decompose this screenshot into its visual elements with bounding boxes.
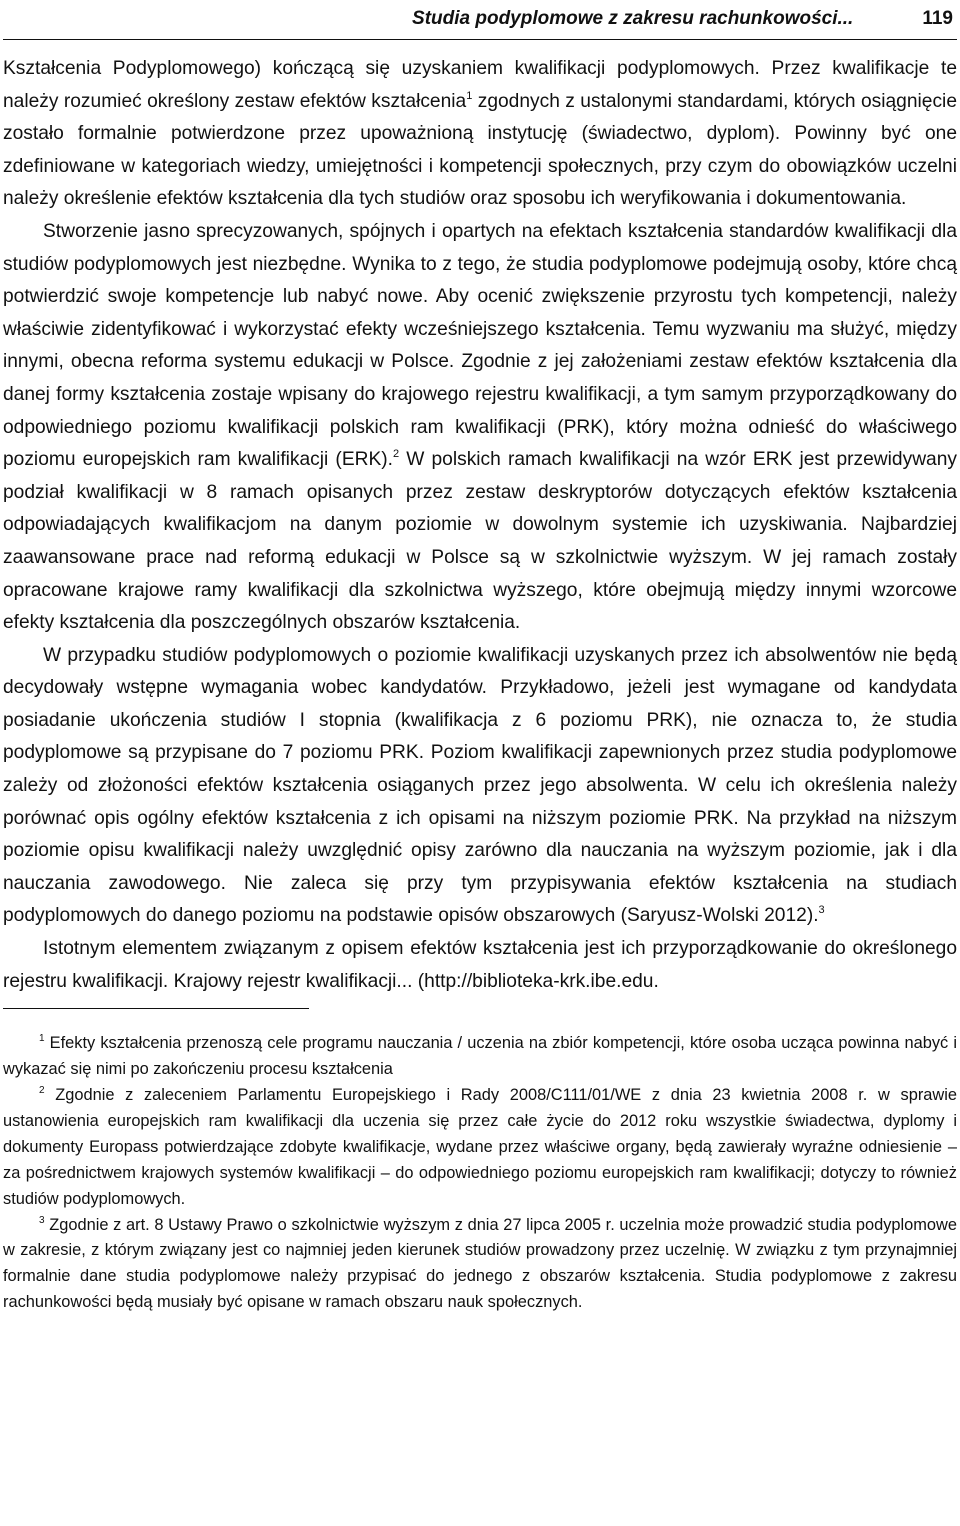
footnote-3-text: Zgodnie z art. 8 Ustawy Prawo o szkolnictwie wyższym z dnia 27 lipca 2005 r. uczelnia może prowadzić studia podyplomowe w zakresie, z którym związany jest co najmniej jeden kierunek studiów prowadzony przez uczelnię. W związku z tym przynajmniej formalnie dane studia podyplomowe należy przypisać do jednego z obszarów kształcenia. Studia podyplomowe z zakresu rachunkowości będą musiały być opisane w ramach obszaru nauk społecznych. bbox=[3, 1215, 957, 1312]
paragraph-4 bbox=[3, 933, 957, 998]
paragraph-1-text-a: Kształcenia Podyplomowego) kończącą się uzyskaniem kwalifikacji podyplomowych. Przez kwalifikacje te należy rozumieć określony zestaw efektów kształcenia bbox=[3, 58, 957, 112]
paragraph-1-text-b: zgodnych z ustalonymi standardami, których osiągnięcie zostało formalnie potwierdzone przez upoważnioną instytucję (świadectwo, dyplom). Powinny być one zdefiniowane w kategoriach wiedzy, umiejętności i kompetencji społecznych, przy czym do obowiązków uczelni należy określenie efektów kształcenia dla tych studiów oraz sposobu ich weryfikowania i dokumentowania. bbox=[3, 90, 957, 210]
footnote-ref-3[interactable]: 3 bbox=[818, 904, 825, 917]
footnote-ref-1[interactable]: 1 bbox=[466, 89, 473, 102]
footnote-2-mark: 2 bbox=[39, 1085, 45, 1097]
footnote-divider bbox=[3, 1008, 309, 1009]
footnote-ref-2[interactable]: 2 bbox=[393, 448, 400, 461]
paragraph-2-text-a: Stworzenie jasno sprecyzowanych, spójnych i opartych na efektach kształcenia standardów kwalifikacji dla studiów podyplomowych jest niezbędne. Wynika to z tego, że studia podyplomowe podejmują osoby, które chcą potwierdzić swoje kompetencje lub nabyć nowe. Aby ocenić zwiększenie przyrostu tych kompetencji, należy właściwie zidentyfikować i wykorzystać efekty wcześniejszego kształcenia. Temu wyzwaniu ma służyć, między innymi, obecna reforma systemu edukacji w Polsce. Zgodnie z jej założeniami zestaw efektów kształcenia dla danej formy kształcenia zostaje wpisany do krajowego rejestru kwalifikacji, a tym samym przyporządkowany do odpowiedniego poziomu kwalifikacji polskich ram kwalifikacji (PRK), który można odnieść do właściwego poziomu europejskich ram kwalifikacji (ERK). bbox=[3, 220, 957, 471]
footnote-1-text: Efekty kształcenia przenoszą cele programu nauczania / uczenia na zbiór kompetencji, które osoba ucząca powinna nabyć i wykazać się nimi po zakończeniu procesu kształcenia bbox=[3, 1034, 957, 1079]
footnote-2 bbox=[3, 1083, 957, 1213]
paragraph-3 bbox=[3, 640, 957, 933]
paragraph-2-text-b: W polskich ramach kwalifikacji na wzór ERK jest przewidywany podział kwalifikacji w 8 ramach opisanych przez zestaw deskryptorów dotyczących efektów kształcenia odpowiadających kwalifikacjom na danym poziomie w dowolnym systemie ich uzyskiwania. Najbardziej zaawansowane prace nad reformą edukacji w Polsce są w szkolnictwie wyższym. W jej ramach zostały opracowane krajowe ramy kwalifikacji dla szkolnictwa wyższego, które obejmują między innymi wzorcowe efekty kształcenia dla poszczególnych obszarów kształcenia. bbox=[3, 449, 957, 634]
footnote-2-text: Zgodnie z zaleceniem Parlamentu Europejskiego i Rady 2008/C111/01/WE z dnia 23 kwietnia 2008 r. w sprawie ustanowienia europejskich ram kwalifikacji dla uczenia się przez całe życie do 2012 roku wszystkie świadectwa, dyplomy i dokumenty Europass potwierdzające zdobyte kwalifikacje, wydane przez właściwe organy, będą zawierały wyraźne odniesienie – za pośrednictwem krajowych systemów kwalifikacji – do odpowiedniego poziomu europejskich ram kwalifikacji; dotyczy to również studiów podyplomowych. bbox=[3, 1086, 957, 1208]
footnote-1 bbox=[3, 1031, 957, 1083]
main-text bbox=[3, 53, 957, 998]
paragraph-2 bbox=[3, 216, 957, 640]
footnote-3-mark: 3 bbox=[39, 1214, 45, 1226]
footnote-1-mark: 1 bbox=[39, 1033, 45, 1045]
footnote-3 bbox=[3, 1213, 957, 1317]
page-number: 119 bbox=[922, 8, 953, 29]
paragraph-3-text-a: W przypadku studiów podyplomowych o poziomie kwalifikacji uzyskanych przez ich absolwentów nie będą decydowały wstępne wymagania wobec kandydatów. Przykładowo, jeżeli jest wymagane od kandydata posiadanie ukończenia studiów I stopnia (kwalifikacja z 6 poziomu PRK), nie oznacza to, że studia podyplomowe są przypisane do 7 poziomu PRK. Poziom kwalifikacji zapewnionych przez studia podyplomowe zależy od złożoności efektów kształcenia osiąganych przez jego absolwenta. W celu ich określenia należy porównać opis ogólny efektów kształcenia z ich opisami na niższym poziomie PRK. Na przykład na niższym poziomie opisu kwalifikacji należy uwzględnić opisy zarówno dla nauczania na wyższym poziomie, jak i dla nauczania zawodowego. Nie zaleca się przy tym przypisywania efektów kształcenia na studiach podyplomowych do danego poziomu na podstawie opisów obszarowych (Saryusz-Wolski 2012). bbox=[3, 644, 957, 927]
paragraph-1 bbox=[3, 53, 957, 216]
paragraph-4-text: Istotnym elementem związanym z opisem efektów kształcenia jest ich przyporządkowanie do określonego rejestru kwalifikacji. Krajowy rejestr kwalifikacji... (http://biblioteka-krk.ibe.edu. bbox=[3, 938, 957, 992]
running-title: Studia podyplomowe z zakresu rachunkowości... bbox=[412, 8, 854, 29]
running-header bbox=[3, 0, 957, 40]
footnotes bbox=[3, 1031, 957, 1316]
